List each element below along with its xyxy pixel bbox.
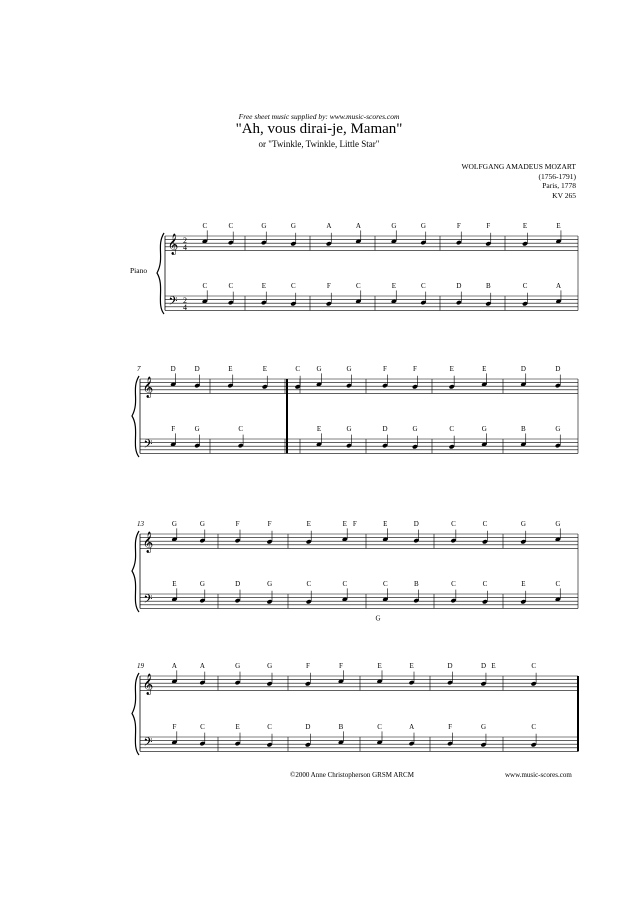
time-signature-top: 2 [183, 236, 187, 245]
treble-note-label: G [290, 222, 296, 230]
bass-note-label: C [342, 580, 348, 588]
treble-note-label: C [531, 662, 537, 670]
bass-note-label: A [409, 723, 415, 731]
treble-note-label: F [267, 520, 272, 528]
treble-note-label: C [482, 520, 488, 528]
treble-note-label: E [449, 365, 454, 373]
treble-note-label: A [171, 662, 177, 670]
bass-note-label: C [451, 580, 456, 588]
brace-icon [132, 376, 139, 457]
treble-note-label: D [170, 365, 176, 373]
bass-note-label: E [172, 580, 177, 588]
treble-note-label: A [326, 222, 332, 230]
measure-number: 7 [137, 365, 141, 373]
bass-note-label: F [172, 723, 177, 731]
treble-note-label: E [522, 222, 528, 230]
treble-note-label: F [456, 222, 461, 230]
repeat-sign-icon [286, 379, 288, 453]
bass-note-label: G [412, 425, 418, 433]
treble-note-label: G [171, 520, 177, 528]
treble-note-label: E [306, 520, 311, 528]
bass-note-label: A [556, 282, 562, 290]
treble-note-label: F [486, 222, 491, 230]
composer-dates: (1756-1791) [538, 171, 576, 181]
catalog-number: KV 265 [552, 190, 576, 200]
bass-note-label: G [481, 723, 487, 731]
treble-note-label: D [194, 365, 200, 373]
bass-clef-icon: 𝄢 [143, 737, 153, 752]
treble-note-label: G [346, 365, 352, 373]
piece-title: "Ah, vous dirai-je, Maman" [235, 121, 403, 137]
treble-clef-icon: 𝄞 [142, 377, 154, 397]
treble-note-label: E [556, 222, 561, 230]
bass-note-label: E [391, 282, 396, 290]
time-signature-top: 2 [183, 296, 187, 305]
bass-note-label: C [377, 723, 382, 731]
treble-note-label: G [316, 365, 322, 373]
bass-note-label: C [200, 723, 205, 731]
treble-note-label: D [447, 662, 453, 670]
bass-note-label: G [481, 425, 487, 433]
bass-note-label: B [338, 723, 344, 731]
extra-note-label: G [375, 614, 381, 623]
treble-clef-icon: 𝄞 [167, 234, 179, 254]
bass-note-label: C [238, 425, 244, 433]
system-2 [132, 365, 578, 457]
treble-note-label: D [555, 365, 561, 373]
bass-note-label: D [382, 425, 388, 433]
treble-note-label: D [413, 520, 419, 528]
bass-note-label: C [531, 723, 537, 731]
measure-number: 19 [137, 662, 144, 670]
treble-note-label: G [391, 222, 397, 230]
bass-note-label: F [171, 425, 176, 433]
treble-note-label: G [235, 662, 241, 670]
supplied-by-line: Free sheet music supplied by: www.music-scores.com [238, 112, 400, 121]
treble-note-label: E [262, 365, 267, 373]
bass-note-label: D [235, 580, 241, 588]
brace-icon [157, 233, 164, 314]
treble-note-label: E [383, 520, 388, 528]
bass-note-label: C [482, 580, 488, 588]
treble-note-label: C [451, 520, 456, 528]
treble-note-label: A [355, 222, 361, 230]
bass-clef-icon: 𝄢 [168, 296, 178, 311]
bass-note-label: C [306, 580, 312, 588]
bass-note-label: D [456, 282, 462, 290]
treble-clef-icon: 𝄞 [142, 532, 154, 552]
bass-note-label: C [267, 723, 272, 731]
bass-note-label: F [326, 282, 331, 290]
bass-note-label: C [421, 282, 426, 290]
bass-note-label: G [199, 580, 205, 588]
treble-note-label: C [228, 222, 234, 230]
treble-note-label: E [342, 520, 347, 528]
bass-note-label: C [202, 282, 208, 290]
treble-note-label: C [202, 222, 208, 230]
treble-note-label: F [383, 365, 387, 373]
bass-note-label: G [194, 425, 200, 433]
treble-note-label: E [491, 662, 496, 670]
bass-note-label: F [448, 723, 453, 731]
treble-note-label: E [228, 365, 233, 373]
treble-note-label: G [520, 520, 526, 528]
system-1 [157, 222, 578, 314]
bass-clef-icon: 𝄢 [143, 594, 153, 609]
instrument-label: Piano [130, 266, 148, 275]
piece-subtitle: or "Twinkle, Twinkle, Little Star" [258, 139, 380, 149]
treble-note-label: F [352, 520, 357, 528]
bass-note-label: C [291, 282, 296, 290]
bass-note-label: G [267, 580, 273, 588]
treble-note-label: E [409, 662, 414, 670]
treble-note-label: G [555, 520, 561, 528]
treble-clef-icon: 𝄞 [142, 674, 154, 694]
treble-note-label: D [520, 365, 526, 373]
treble-note-label: C [295, 365, 301, 373]
bass-note-label: B [486, 282, 491, 290]
measure-number: 13 [137, 520, 144, 528]
bass-note-label: G [346, 425, 352, 433]
bass-note-label: C [522, 282, 528, 290]
treble-note-label: E [377, 662, 382, 670]
time-signature-bottom: 4 [183, 243, 187, 252]
bass-note-label: C [356, 282, 361, 290]
composer-name: WOLFGANG AMADEUS MOZART [461, 162, 576, 171]
bass-note-label: D [305, 723, 311, 731]
treble-note-label: G [420, 222, 426, 230]
brace-icon [132, 531, 139, 612]
bass-clef-icon: 𝄢 [143, 439, 153, 454]
bass-note-label: G [555, 425, 561, 433]
treble-note-label: F [305, 662, 310, 670]
treble-note-label: F [235, 520, 240, 528]
treble-note-label: G [199, 520, 205, 528]
composition-place-year: Paris, 1778 [542, 181, 576, 190]
bass-note-label: C [228, 282, 234, 290]
brace-icon [132, 673, 139, 755]
treble-note-label: E [482, 365, 487, 373]
bass-note-label: C [449, 425, 455, 433]
bass-note-label: E [316, 425, 322, 433]
treble-note-label: A [199, 662, 205, 670]
bass-note-label: E [235, 723, 240, 731]
treble-note-label: G [267, 662, 273, 670]
site-url: www.music-scores.com [505, 771, 572, 779]
bass-note-label: B [413, 580, 419, 588]
treble-note-label: F [338, 662, 343, 670]
bass-note-label: E [261, 282, 266, 290]
treble-note-label: G [261, 222, 267, 230]
system-4 [132, 662, 578, 755]
copyright-text: ©2000 Anne Christopherson GRSM ARCM [290, 771, 414, 779]
treble-note-label: F [413, 365, 417, 373]
bass-note-label: C [382, 580, 388, 588]
treble-note-label: D [481, 662, 487, 670]
bass-note-label: B [521, 425, 526, 433]
system-3 [132, 520, 578, 622]
time-signature-bottom: 4 [183, 303, 187, 312]
bass-note-label: E [521, 580, 526, 588]
bass-note-label: C [555, 580, 561, 588]
